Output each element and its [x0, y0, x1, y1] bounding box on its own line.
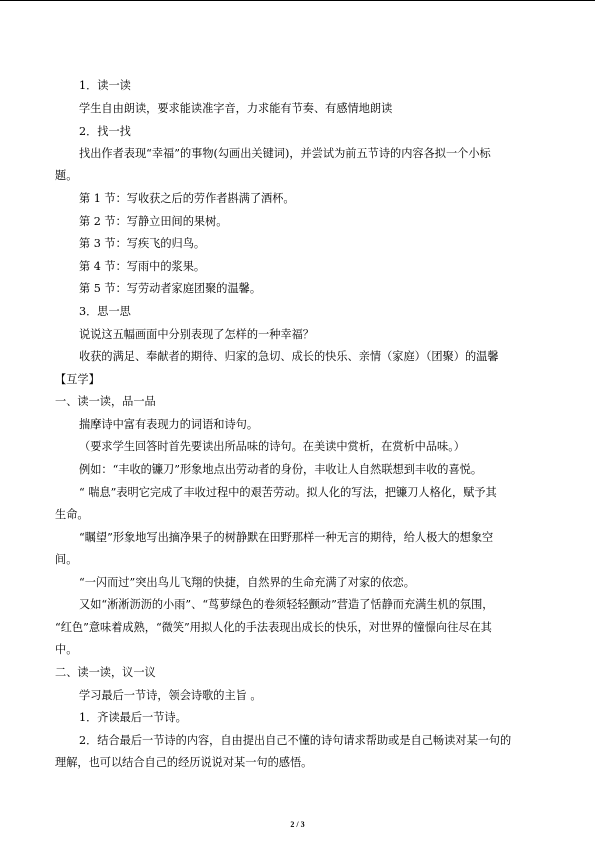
paragraph: （要求学生回答时首先要读出所品味的诗句。在美读中赏析，在赏析中品味。） — [79, 440, 465, 453]
paragraph-continuation: 中。 — [55, 643, 78, 656]
section-heading: 【互学】 — [55, 373, 100, 386]
item-2-heading: 2．找一找 — [79, 125, 131, 138]
stanza-note: 第 2 节：写静立田间的果树。 — [79, 215, 228, 228]
paragraph: 学生自由朗读，要求能读准字音，力求能有节奏、有感情地朗读 — [79, 102, 393, 115]
paragraph: 揣摩诗中富有表现力的词语和诗句。 — [79, 418, 259, 431]
paragraph-continuation: 生命。 — [55, 508, 89, 521]
paragraph-continuation: “红色”意味着成熟，“微笑”用拟人化的手法表现出成长的快乐，对世界的憧憬向往尽在其 — [55, 621, 492, 634]
paragraph-continuation: 题。 — [55, 169, 78, 182]
section-heading: 一、读一读，品一品 — [55, 395, 156, 408]
item-1-heading: 1．读一读 — [79, 79, 131, 92]
paragraph: 找出作者表现“幸福”的事物(勾画出关键词)，并尝试为前五节诗的内容各拟一个小标 — [79, 147, 491, 160]
paragraph: “ 喘息”表明它完成了丰收过程中的艰苦劳动。拟人化的写法，把镰刀人格化，赋予其 — [79, 486, 497, 499]
paragraph-continuation: 间。 — [55, 553, 78, 566]
paragraph: 例如：“丰收的镰刀”形象地点出劳动者的身份，丰收让人自然联想到丰收的喜悦。 — [79, 463, 483, 476]
paragraph: 学习最后一节诗，领会诗歌的主旨 。 — [79, 689, 262, 702]
stanza-note: 第 3 节：写疾飞的归鸟。 — [79, 237, 206, 250]
stanza-note: 第 1 节：写收获之后的劳作者斟满了酒杯。 — [79, 192, 295, 205]
list-item: 2．结合最后一节诗的内容，自由提出自己不懂的诗句请求帮助或是自己畅读对某一句的 — [79, 734, 512, 747]
paragraph: “一闪而过”突出鸟儿飞翔的快捷，自然界的生命充满了对家的依恋。 — [79, 576, 415, 589]
list-item: 1．齐读最后一节诗。 — [79, 711, 187, 724]
stanza-note: 第 5 节：写劳动者家庭团聚的温馨。 — [79, 282, 262, 295]
section-heading: 二、读一读，议一议 — [55, 666, 156, 679]
paragraph: 说说这五幅画面中分别表现了怎样的一种幸福？ — [79, 328, 314, 341]
page-number: 2 / 3 — [290, 820, 305, 829]
paragraph-continuation: 理解，也可以结合自己的经历说说对某一句的感悟。 — [55, 756, 313, 769]
paragraph: 收获的满足、奉献者的期待、归家的急切、成长的快乐、亲情（家庭）（团聚）的温馨 — [79, 350, 499, 363]
paragraph: 又如“淅淅沥沥的小雨”、“茑萝绿色的卷须轻轻颤动”营造了恬静而充满生机的氛围， — [79, 598, 494, 611]
paragraph: “瞩望”形象地写出摘净果子的树静默在田野那样一种无言的期待，给人极大的想象空 — [79, 531, 494, 544]
stanza-note: 第 4 节：写雨中的浆果。 — [79, 260, 206, 273]
item-3-heading: 3．思一思 — [79, 305, 131, 318]
